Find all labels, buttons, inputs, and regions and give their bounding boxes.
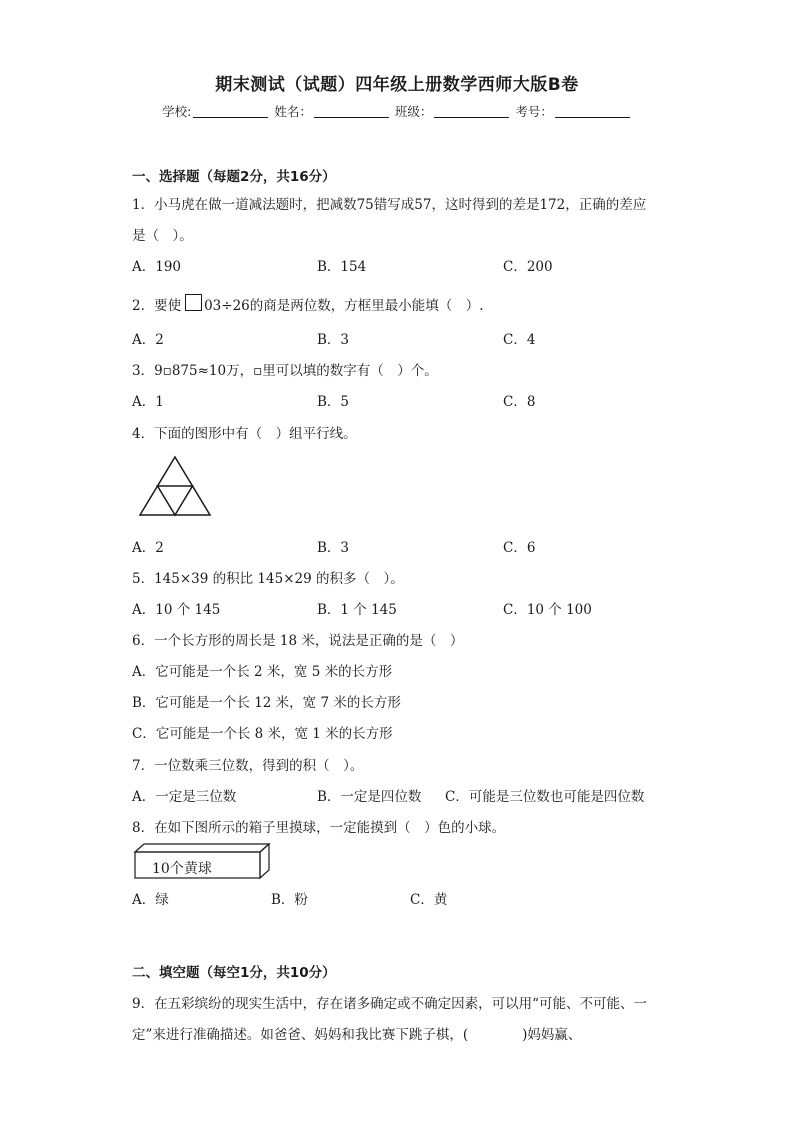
name-label: 姓名： (274, 104, 312, 119)
q7-option-c[interactable]: C．可能是三位数也可能是四位数 (445, 789, 645, 805)
q8-option-c[interactable]: C．黄 (410, 892, 448, 908)
q7-option-b[interactable]: B．一定是四位数 (317, 789, 422, 805)
class-label: 班级： (394, 104, 433, 119)
q4-option-a[interactable]: A．2 (132, 540, 164, 556)
exam-no-label: 考号： (515, 104, 553, 119)
q6-option-c[interactable]: C．它可能是一个长 8 米，宽 1 米的长方形 (132, 726, 393, 742)
q3-option-c[interactable]: C．8 (503, 394, 536, 410)
q5-option-a[interactable]: A．10 个 145 (132, 602, 221, 618)
q9-line1: 9．在五彩缤纷的现实生活中，存在诸多确定或不确定因素，可以用“可能、不可能、一 (132, 996, 647, 1012)
q2-text-after: 03÷26的商是两位数，方框里最小能填（ ）. (204, 298, 484, 314)
q7-text: 7．一位数乘三位数，得到的积（ ）。 (132, 758, 364, 774)
q2-option-a[interactable]: A．2 (132, 332, 164, 348)
q4-option-c[interactable]: C．6 (503, 540, 536, 556)
q1-line1: 1．小马虎在做一道减法题时，把减数75错写成57，这时得到的差是172，正确的差应 (132, 197, 647, 213)
q2-option-c[interactable]: C．4 (503, 332, 536, 348)
q3-option-a[interactable]: A．1 (132, 394, 164, 410)
q2-text (132, 294, 484, 314)
square-box-icon (185, 294, 202, 311)
school-label: 学校: (162, 104, 192, 119)
class-blank[interactable] (434, 105, 509, 118)
q9-line2: 定”来进行准确描述。如爸爸、妈妈和我比赛下跳子棋，( )妈妈赢、 (132, 1027, 582, 1043)
q1-option-a[interactable]: A．190 (132, 259, 182, 275)
q4-text: 4．下面的图形中有（ ）组平行线。 (132, 426, 357, 442)
q6-option-b[interactable]: B．它可能是一个长 12 米，宽 7 米的长方形 (132, 695, 401, 711)
q5-text: 5．145×39 的积比 145×29 的积多（ ）。 (132, 571, 404, 587)
box-label: 10个黄球 (152, 861, 212, 877)
exam-no-blank[interactable] (555, 105, 630, 118)
q8-option-b[interactable]: B．粉 (271, 892, 308, 908)
q5-option-b[interactable]: B．1 个 145 (317, 602, 397, 618)
page-title: 期末测试（试题）四年级上册数学西师大版B卷 (215, 75, 579, 95)
q3-text: 3．9▫875≈10万，▫里可以填的数字有（ ）个。 (132, 363, 438, 379)
q4-option-b[interactable]: B．3 (317, 540, 350, 556)
q8-option-a[interactable]: A．绿 (132, 892, 169, 908)
q1-option-b[interactable]: B．154 (317, 259, 367, 275)
q6-option-a[interactable]: A．它可能是一个长 2 米，宽 5 米的长方形 (132, 664, 393, 680)
q1-option-c[interactable]: C．200 (503, 259, 553, 275)
q7-option-a[interactable]: A．一定是三位数 (132, 789, 237, 805)
triangle-figure-icon (138, 455, 212, 517)
q2-text-before: 2．要使 (132, 298, 182, 314)
q3-option-b[interactable]: B．5 (317, 394, 350, 410)
q1-line2: 是（ ）。 (132, 228, 193, 244)
student-info-line (0, 102, 794, 120)
section1-heading: 一、选择题（每题2分，共16分） (132, 169, 336, 185)
section2-heading: 二、填空题（每空1分，共10分） (132, 965, 336, 981)
q2-option-b[interactable]: B．3 (317, 332, 350, 348)
q6-text: 6．一个长方形的周长是 18 米，说法是正确的是（ ） (132, 633, 464, 649)
q5-option-c[interactable]: C．10 个 100 (503, 602, 592, 618)
name-blank[interactable] (314, 105, 389, 118)
school-blank[interactable] (193, 105, 268, 118)
q8-text: 8．在如下图所示的箱子里摸球，一定能摸到（ ）色的小球。 (132, 820, 506, 836)
